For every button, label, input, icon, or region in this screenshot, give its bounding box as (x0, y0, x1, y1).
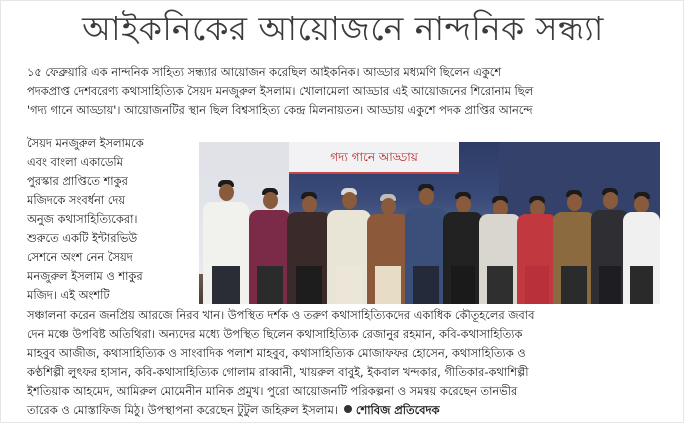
closing-line: মাহবুব আজীজ, কথাসাহিত্যিক ও সাংবাদিক পলাশ মাহবুব, কথাসাহিত্যিক মোজাফফর হোসেন, কথাসাহিত্যিক ও (27, 346, 526, 360)
person-legs (451, 266, 475, 304)
person-legs (599, 266, 622, 304)
intro-line: পদকপ্রাপ্ত দেশবরেণ্য কথাসাহিত্যিক সৈয়দ মনজুরুল ইসলাম। খোলামেলা আড্ডার এই আয়োজনের শিরোনাম ছিল (27, 84, 534, 98)
left-column-line: অনুজ কথাসাহিত্যিকেরা। (27, 212, 138, 226)
person-legs (525, 266, 549, 304)
person-head (419, 188, 434, 205)
left-column-line: মজিদকে সংবর্ধনা দেয় (27, 193, 126, 207)
intro-paragraph (27, 63, 533, 120)
person-legs (336, 266, 362, 304)
closing-line: ইশতিয়াক আহমেদ, আমিরুল মোমেনীন মানিক প্রমুখ। পুরো আয়োজনটি পরিকল্পনা ও সমন্বয় করেছেন তানভীর (27, 384, 518, 398)
person (479, 178, 521, 304)
person (327, 174, 371, 304)
person-legs (375, 266, 400, 304)
left-column-line: মনজুরুল ইসলাম ও শাকুর (27, 269, 143, 283)
left-column-line: সৈয়দ মনজুরুল ইসলামকে (27, 136, 144, 150)
person-head (634, 196, 649, 213)
byline: শোবিজ প্রতিবেদক (355, 403, 440, 417)
person-legs (257, 266, 282, 304)
stage-banner: গদ্য গানে আড্ডায় (289, 142, 459, 174)
closing-paragraph (27, 306, 534, 420)
person (203, 164, 249, 304)
person-head (603, 192, 618, 209)
left-column-line: মজিদ। এই অংশটি (27, 288, 110, 302)
person-head (263, 192, 278, 209)
person (367, 178, 409, 304)
left-column-text (27, 134, 211, 305)
left-column-line: সেশনে অংশ নেন সৈয়দ (27, 250, 133, 264)
left-column-line: পুরস্কার প্রাপ্তিতে শাকুর (27, 174, 128, 188)
person (623, 176, 660, 304)
person (287, 176, 331, 304)
person (553, 176, 595, 304)
person-legs (487, 266, 512, 304)
person-legs (630, 266, 652, 304)
person-head (567, 194, 582, 211)
headline: আইকনিকের আয়োজনে নান্দনিক সন্ধ্যা (82, 9, 604, 48)
closing-last-text: তারেক ও মোস্তাফিজ মিঠু। উপস্থাপনা করেছেন টুটুল জহিরুল ইসলাম। (27, 403, 338, 417)
closing-line: সঞ্চালনা করেন জনপ্রিয় আরজে নিরব খান। উপস্থিত দর্শক ও তরুণ কথাসাহিত্যিকদের একাধিক কৌতূহলের জবাব (27, 308, 535, 322)
person-legs (296, 266, 322, 304)
left-column-line: এবং বাংলা একাডেমি (27, 155, 123, 169)
person-legs (413, 266, 438, 304)
bullet-icon (344, 405, 352, 413)
person-head (456, 196, 471, 213)
person-head (302, 196, 317, 213)
person-head (381, 198, 396, 215)
closing-line: কণ্ঠশিল্পী লুৎফর হাসান, কবি-কথাসাহিত্যিক গোলাম রাব্বানী, খায়রুল বাবুই, ইকবাল খন্দকার, গীতিকার-কথাশিল্পী (27, 365, 529, 379)
person-head (219, 184, 234, 201)
closing-line-with-byline (27, 401, 534, 420)
person (249, 174, 291, 304)
intro-line: ১৫ ফেব্রুয়ারি এক নান্দনিক সাহিত্য সন্ধ্যার আয়োজন করেছিল আইকনিক। আড্ডার মধ্যমণি ছিলেন একুশে (27, 65, 502, 79)
event-photo (199, 142, 660, 304)
person (517, 180, 557, 304)
person (405, 172, 447, 304)
person-legs (561, 266, 586, 304)
closing-line: দেন মঞ্চে উপবিষ্ট অতিথিরা। অন্যদের মধ্যে উপস্থিত ছিলেন কথাসাহিত্যিক রেজানুর রহমান, কবি-কথাসাহিত্যিক (27, 327, 523, 341)
intro-line: 'গদ্য গানে আড্ডায়'। আয়োজনটির স্থান ছিল বিশ্বসাহিত্য কেন্দ্র মিলনায়তন। আড্ডায় একুশে পদক প্রাপ্তির আনন্দে (27, 103, 533, 117)
left-column-line: শুরুতে একটি ইন্টারভিউ (27, 231, 138, 245)
person-head (342, 192, 357, 209)
person (443, 176, 483, 304)
person-legs (212, 266, 240, 304)
